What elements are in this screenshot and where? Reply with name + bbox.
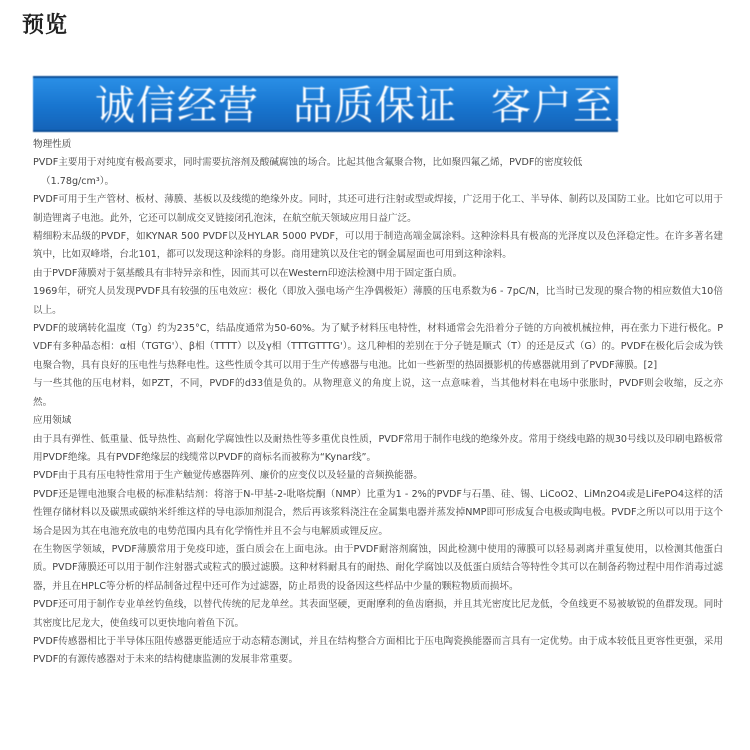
slogan-banner	[33, 76, 655, 132]
slogan-quality: 品质保证	[293, 83, 457, 129]
paragraph: PVDF可用于生产管材、板材、薄膜、基板以及线缆的绝缘外皮。同时，其还可进行注射或型或焊接，广泛用于化工、半导体、制药以及国防工业。比如它可以用于制造锂离子电池。此外，它还可以制成交叉链接闭孔泡沫，在航空航天领域应用日益广泛。	[33, 194, 723, 224]
preview-title: 预览	[22, 13, 69, 38]
document-image	[33, 76, 723, 670]
paragraph: （1.78g/cm³）。	[41, 175, 115, 187]
paragraph: PVDF还可用于制作专业单丝钓鱼线，以替代传统的尼龙单丝。其表面坚硬，更耐摩利的鱼齿磨损，并且其光密度比尼龙低，令鱼线更不易被敏锐的鱼群发现。同时其密度比尼龙大，使鱼线可以更快地向着鱼下沉。	[33, 599, 723, 629]
paragraph: PVDF还是锂电池聚合电极的标准粘结剂：将溶于N-甲基-2-吡咯烷酮（NMP）比重为1 - 2%的PVDF与石墨、硅、锡、LiCoO2、LiMn2O4或是LiFePO4这样的活性锂存储材料以及碳黑或碳纳米纤维这样的导电添加剂混合，然后再该浆料浇注在金属集电器并蒸发掉NMP即可形成复合电极或陶电极。PVDF之所以可以用于这个场合是因为其在电池充放电的电势范围内具有化学惰性并且不会与电解质或锂反应。	[33, 488, 723, 537]
paragraph: 在生物医学领域，PVDF薄膜常用于免疫印迹，蛋白质会在上面电泳。由于PVDF耐溶剂腐蚀，因此检测中使用的薄膜可以轻易剥离并重复使用，以检测其他蛋白质。PVDF薄膜还可以用于制作注射器式或粒式的膜过滤膜。这种材料耐具有的耐热、耐化学腐蚀以及低蛋白质结合等特性令其可以在制备药物过程中用作消毒过滤器，并且在HPLC等分析的样品制备过程中还可作为过滤器，防止昂贵的设备因这些样品中少量的颗粒物质而损坏。	[33, 543, 723, 592]
paragraph: PVDF传感器相比于半导体压阻传感器更能适应于动态精态测试，并且在结构整合方面相比于压电陶瓷换能器而言具有一定优势。由于成本较低且更容性更强，采用PVDF的有源传感器对于未来的结构健康监测的发展非常重要。	[33, 635, 723, 666]
section-heading-physical: 物理性质	[33, 139, 72, 150]
slogan-integrity: 诚信经营	[95, 83, 259, 129]
slogan-customer: 客户至上	[491, 83, 655, 129]
paragraph: 由于具有弹性、低重量、低导热性、高耐化学腐蚀性以及耐热性等多重优良性质，PVDF常用于制作电线的绝缘外皮。常用于绕线电路的规30号线以及印刷电路板常用PVDF绝缘。具有PVDF绝缘层的线缆常以PVDF的商标名而被称为“Kynar线”。	[33, 433, 723, 463]
paragraph: 由于PVDF薄膜对于氨基酸具有非特异亲和性，因而其可以在Western印迹法检测中用于固定蛋白质。	[33, 267, 463, 279]
paragraph: 1969年，研究人员发现PVDF具有较强的压电效应：极化（即放入强电场产生净偶极矩）薄膜的压电系数为6 - 7pC/N，比当时已发现的聚合物的相应数值大10倍以上。	[33, 286, 723, 316]
paragraph: PVDF由于具有压电特性常用于生产触觉传感器阵列、廉价的应变仪以及轻量的音频换能器。	[33, 470, 423, 482]
paragraph: 精细粉末品级的PVDF，如KYNAR 500 PVDF以及HYLAR 5000 PVDF，可以用于制造高端金属涂料。这种涂料具有极高的光泽度以及色泽稳定性。在许多著名建筑中，比如双峰塔，台北101，都可以发现这种涂料的身影。商用建筑以及住宅的钢金属屋面也可用到这种涂料。	[33, 231, 723, 261]
paragraph: PVDF的玻璃转化温度（Tg）约为235°C，结晶度通常为50-60%。为了赋予材料压电特性，材料通常会先沿着分子链的方向被机械拉伸，再在张力下进行极化。PVDF有多种晶态相：α相（TGTG'）、β相（TTTT）以及γ相（TTTGTTTG'）。这几种相的差别在于分子链是顺式（T）的还是反式（G）的。PVDF在极化后会成为铁电聚合物，具有良好的压电性与热释电性。这些性质令其可以用于生产传感器与电池。比如一些新型的热固摄影机的传感器就用到了PVDF薄膜。[2]	[33, 323, 723, 371]
section-heading-applications: 应用领域	[33, 415, 72, 427]
paragraph: 与一些其他的压电材料，如PZT，不同，PVDF的d33值是负的。从物理意义的角度上说，这一点意味着，当其他材料在电场中张胀时，PVDF则会收缩，反之亦然。	[33, 378, 723, 408]
paragraph: PVDF主要用于对纯度有极高要求，同时需要抗溶剂及酸碱腐蚀的场合。比起其他含氟聚合物，比如聚四氟乙烯，PVDF的密度较低	[33, 157, 583, 169]
article-body	[33, 136, 723, 670]
